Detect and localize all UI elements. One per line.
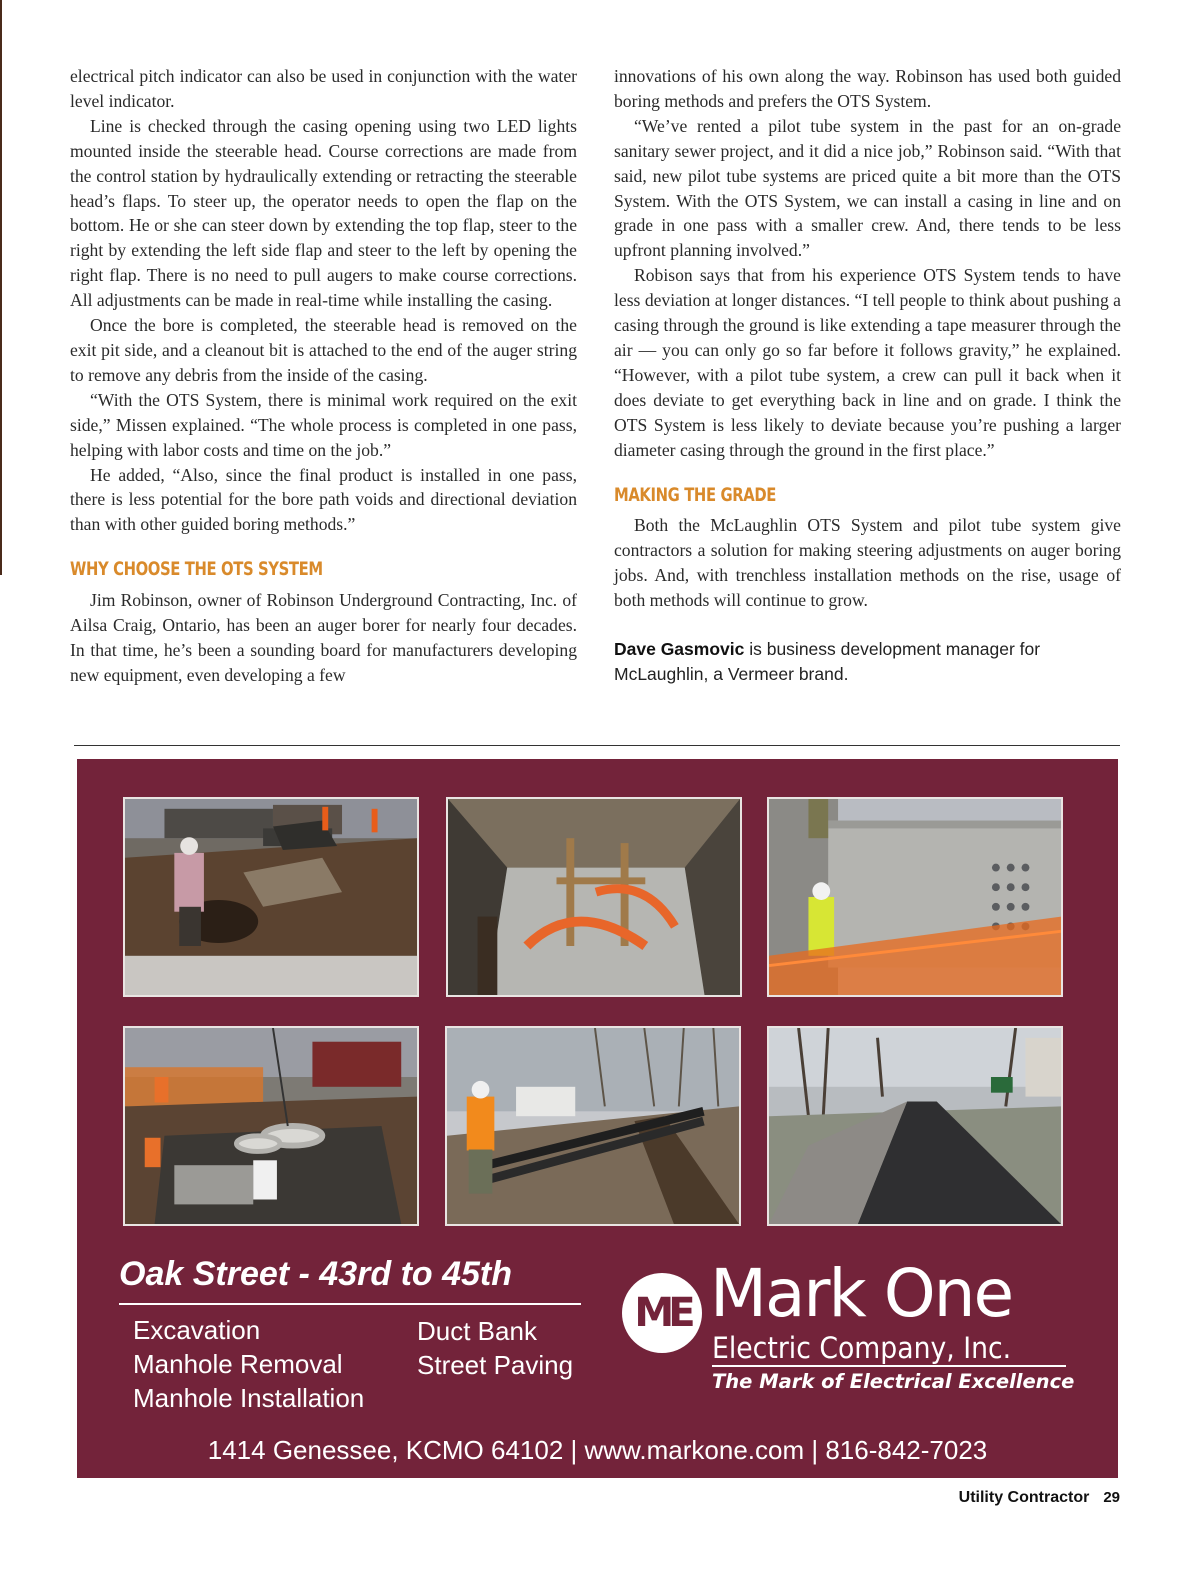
service-item: Manhole Removal [133,1349,343,1379]
article-paragraph: innovations of his own along the way. Robinson has used both guided boring methods and prefers the OTS System. [614,66,1121,111]
logo-emblem-icon [622,1273,702,1353]
author-bio [614,637,1121,687]
service-item: Duct Bank [417,1316,537,1346]
ad-title-underline [119,1303,581,1305]
section-divider [74,745,1120,746]
page-edge-bar [0,0,2,575]
advertisement [77,759,1118,1478]
logo-company-name: Mark One [710,1255,1013,1332]
section-heading-making-grade: MAKING THE GRADE [614,483,776,506]
article-right-column [614,64,1121,687]
excavation-photo [123,797,419,997]
service-item: Street Paving [417,1350,574,1380]
manhole-install-photo [123,1026,419,1226]
logo-divider [712,1365,1066,1367]
article-paragraph: Both the McLaughlin OTS System and pilot tube system give contractors a solution for making steering adjustments on auger boring jobs. And, with trenchless installation methods on the rise, usage of both methods will continue to grow. [614,515,1121,611]
article-left-column [70,64,577,688]
publication-name: Utility Contractor [958,1489,1090,1506]
street-paving-photo [767,1026,1063,1226]
service-item: Manhole Installation [133,1383,365,1413]
service-item: Excavation [133,1315,261,1345]
trench-box-photo [446,797,742,997]
precast-vault-photo [767,797,1063,997]
article-paragraph: Robison says that from his experience OTS System tends to have less deviation at longer distances. “I tell people to think about pushing a casing through the ground is like extending a tape measurer through the air — you can only go so far before it follows gravity,” he explained. “However, with a pilot tube system, a crew can pull it back when it does deviate to get everything back in line and on grade. I think the OTS System is less likely to deviate because you’re pushing a larger diameter casing through the ground in the first place.” [614,265,1121,460]
article-paragraph: Once the bore is completed, the steerable head is removed on the exit pit side, and a cleanout bit is attached to the end of the auger string to remove any debris from the inside of the casing. [70,315,577,385]
logo-company-subtitle: Electric Company, Inc. [712,1331,1012,1365]
page-footer [959,1489,1120,1507]
section-heading-why-choose: WHY CHOOSE THE OTS SYSTEM [70,558,323,581]
page-number: 29 [1103,1489,1120,1506]
services-list-left [133,1313,364,1415]
author-bio-text: is business development manager for McLaughlin, a Vermeer brand. [614,639,1041,685]
author-name: Dave Gasmovic [614,639,745,660]
mark-one-logo [622,1255,1075,1405]
article-paragraph: “We’ve rented a pilot tube system in the past for an on-grade sanitary sewer project, and it did a nice job,” Robinson said. “With that said, new pilot tube systems are priced quite a bit more than the OTS System. With the OTS System, we can install a casing in line and on grade in one pass with a smaller crew. And, there tends to be less upfront planning involved.” [614,115,1121,261]
logo-emblem-letters: ME [634,1290,690,1336]
duct-bank-photo [445,1026,741,1226]
ad-title: Oak Street - 43rd to 45th [119,1255,513,1293]
article-paragraph: Line is checked through the casing opening using two LED lights mounted inside the steerable head. Course corrections are made from the control station by hydraulically extending or retracting the steerable head’s flaps. To steer up, the operator needs to open the flap on the bottom. He or she can steer down by extending the top flap, steer to the right by extending the left side flap and steer to the left by opening the right flap. There is no need to pull augers to make course corrections. All adjustments can be made in real-time while installing the casing. [70,115,577,311]
services-list-right [417,1314,573,1382]
article-paragraph: electrical pitch indicator can also be used in conjunction with the water level indicator. [70,66,577,111]
ad-contact-info: 1414 Genessee, KCMO 64102 | www.markone.com | 816-842-7023 [207,1435,988,1465]
article-paragraph: “With the OTS System, there is minimal work required on the exit side,” Missen explained. “The whole process is completed in one pass, helping with labor costs and time on the job.” [70,389,577,460]
article-paragraph: He added, “Also, since the final product is installed in one pass, there is less potential for the bore path voids and directional deviation than with other guided boring methods.” [70,464,577,535]
article-paragraph: Jim Robinson, owner of Robinson Underground Contracting, Inc. of Ailsa Craig, Ontario, has been an auger borer for nearly four decades. In that time, he’s been a sounding board for manufacturers developing new equipment, even developing a few [70,590,577,685]
logo-tagline: The Mark of Electrical Excellence [712,1370,1075,1393]
